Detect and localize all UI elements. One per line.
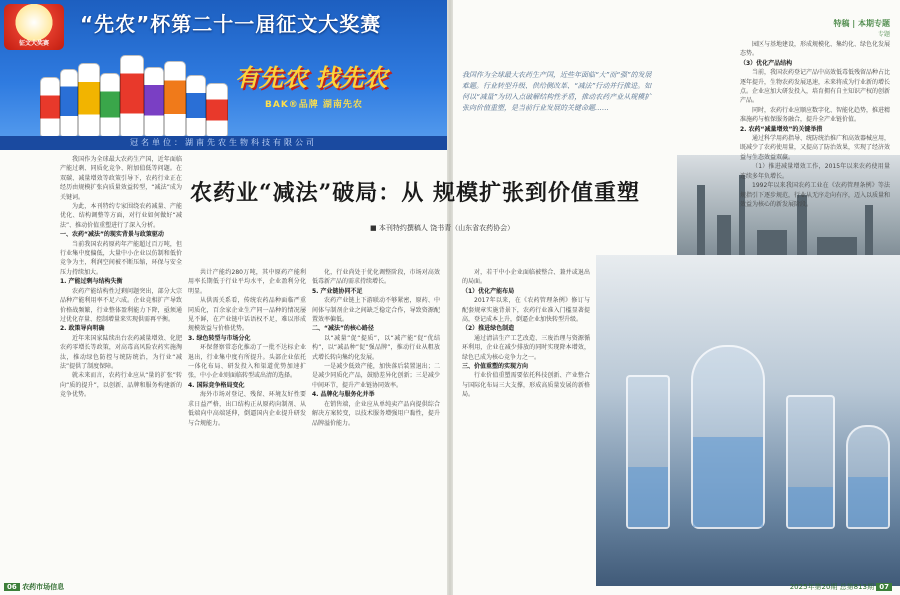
section-heading: 4. 国际竞争格局变化 (188, 381, 245, 389)
section-heading: （1）优化产能布局 (462, 287, 515, 295)
section-heading: 1. 产能过剩与结构失衡 (60, 278, 123, 286)
sponsor-bar: 冠名单位：湖南先农生物科技有限公司 (0, 136, 447, 150)
article-intro: 我国作为全球最大农药生产国，近些年面临“大”而“强”的发展难题。行业转型升级、供给侧改革、“减法”行动并行推进。如何以“减量”为切入点破解结构性矛盾，推动农药产业从规模扩张向价值重塑，是当前行业发展的关键命题…… (462, 71, 652, 112)
section-heading: 3. 绿色转型与市场分化 (188, 334, 251, 342)
issue-info: 2025年第20期 总第813期 (789, 583, 875, 591)
left-page (0, 0, 447, 595)
brand-slogan: 有先农 找先农 (235, 63, 388, 92)
article-column-4: 对，若干中小企业面临被整合、兼并或退出的局面。 （1）优化产能布局 2017年以来，在《农药管理条例》修订与配套规章实施背景下，农药行业准入门槛显著提高，登记成本上升，倒逼企业加快转型升级。 （2）推进绿色制造 通过清洁生产工艺改造、三废治理与资源循环利用，企业在减少排放的同时实现降本增效，绿色已成为核心竞争力之一。 三、价值重塑的实现方向 行业价值重塑需要依托科技创新、产业整合与国际化布局三大支撑，形成高质量发展的新格局。 (462, 269, 590, 399)
contest-banner (0, 0, 447, 150)
left-footer-text: 农药市场信息 (22, 583, 65, 591)
section-heading: 4. 品牌化与服务化并举 (312, 391, 375, 399)
brand-slogan-sub: BAK®品牌 湖南先农 (265, 100, 363, 110)
section-heading: 一、农药“减法”的现实背景与政策驱动 (60, 231, 164, 239)
right-footer (790, 582, 892, 592)
article-byline: ■ 本刊特约撰稿人 饶书青（山东省农药协会） (370, 224, 515, 232)
article-column-5: 园区与基地建设，形成规模化、集约化、绿色化发展态势。 （3）优化产品结构 当前，我国农药登记产品中高效低毒低残留品种占比逐年提升，生物农药发展迅速，未来将成为行业新的增长点。企业应加大研发投入，培育拥有自主知识产权的创新产品。 同时，农药行业应顺应数字化、智能化趋势，推进精准施药与植保服务融合，提升全产业链价值。 2. 农药“减量增效”的关键举措 通过科学用药指导、统防统治推广和高效器械应用，既减少了农药使用量，又提高了防治效果，实现了经济效益与生态效益双赢。 （1）推进减量增效工作，2015年以来农药使用量连续多年负增长。 1992年以来我国农药工业在《农药管理条例》等法规指引下逐步规范，行业从无序走向有序，迈入以质量和效益为核心的新发展阶段。 (740, 41, 890, 208)
contest-logo-text: 征文大奖赛 (18, 40, 49, 47)
section-heading: （2）推进绿色制造 (462, 325, 515, 333)
article-column-1: 我国作为全球最大农药生产国，近年面临产能过剩、同质化竞争、附加值低等问题。在双碳、减量增效等政策引导下，农药行业正在经历由规模扩张向质量效益转型，“减法”成为关键词。 为此，本刊特约专家围绕农药减量、产能优化、结构调整等方面，对行业如何做好“减法”、推动价值重塑进行了深入分析。 一、农药“减法”的现实背景与政策驱动 当前我国农药原药年产能超过百万吨，但行业集中度偏低，大量中小企业以仿制和低价竞争为主，利润空间被不断压缩，环保与安全压力持续加大。 1. 产能过剩与结构失衡 农药产能结构性过剩问题突出，部分大宗品种产能利用率不足六成。企业竞相扩产导致价格战频繁，行业整体盈利能力下降，亟须通过优化存量、控制增量来实现供需再平衡。 2. 政策导向明确 近年来国家陆续出台农药减量增效、化肥农药零增长等政策，对高毒高风险农药实施淘汰，推动绿色防控与统防统治，为行业“减法”提供了制度保障。 就未来而言，农药行业应从“量的扩张”转向“质的提升”，以创新、品牌和服务构建新的竞争优势。 (60, 156, 182, 399)
section-tag: 特稿 | 本期专题 (833, 19, 890, 28)
lab-glassware-photo (596, 255, 900, 586)
section-subtag: 专题 (877, 31, 890, 38)
article-column-2: 共计产能约280万吨，其中原药产能利用率长期低于行业平均水平，企业盈利分化明显。 从供需关系看，传统农药品种面临严重同质化，百余家企业生产同一品种的情况屡见不鲜，在产业链中话语权不足，难以形成规模效益与价格优势。 3. 绿色转型与市场分化 环保督察常态化推动了一批不达标企业退出，行业集中度有所提升。头部企业依托一体化布局、研发投入和渠道优势加速扩张，中小企业则面临转型或出清的选择。 4. 国际竞争格局变化 海外市场对登记、残留、环境友好性要求日益严格，出口结构正从原药向制剂、从低端向中高端延伸，倒逼国内企业提升研发与合规能力。 (188, 269, 306, 427)
left-page-number: 06 (4, 583, 20, 591)
section-heading: （3）优化产品结构 (740, 59, 793, 67)
section-heading: 二、“减法”的核心路径 (312, 325, 374, 333)
contest-title: “先农”杯第二十一届征文大奖赛 (80, 12, 382, 36)
article-column-3: 化，行业尚处于优化调整阶段，市场对高效低毒新产品的需求持续增长。 5. 产业链协同不足 农药产业链上下游联动不够紧密，原药、中间体与制剂企业之间缺乏稳定合作，导致资源配置效率偏低。 二、“减法”的核心路径 以“减量”促“提质”，以“减产能”促“优结构”，以“减品种”促“强品牌”，推动行业从粗放式增长转向集约化发展。 一是减少低效产能，加快落后装置退出；二是减少同质化产品，鼓励差异化创新；三是减少中间环节，提升产业链协同效率。 4. 品牌化与服务化并举 在销售端，企业应从单纯卖产品向提供综合解决方案转变，以技术服务增强用户黏性，提升品牌溢价能力。 (312, 269, 440, 427)
section-heading: 2. 农药“减量增效”的关键举措 (740, 125, 823, 133)
product-bottles-image (40, 42, 230, 137)
section-heading: 2. 政策导向明确 (60, 325, 105, 333)
section-heading: 5. 产业链协同不足 (312, 287, 363, 295)
section-heading: 三、价值重塑的实现方向 (462, 363, 529, 371)
article-headline: 农药业“减法”破局：从 规模扩张到价值重塑 (190, 180, 640, 206)
left-footer (4, 582, 64, 592)
right-page-number: 07 (876, 583, 892, 591)
